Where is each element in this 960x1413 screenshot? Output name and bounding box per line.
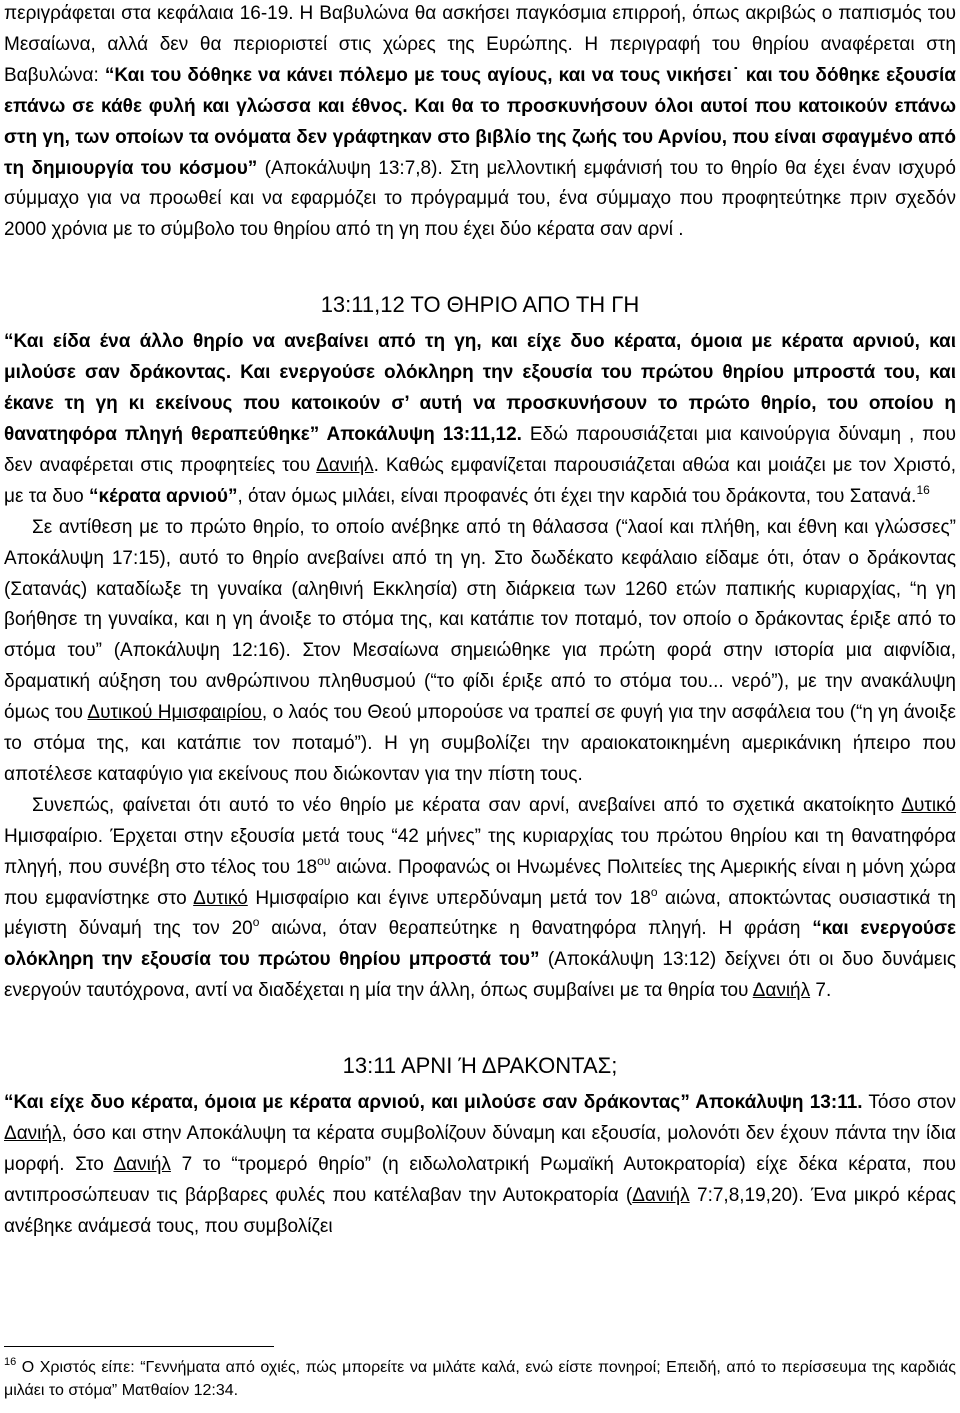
- text-run: περιγράφεται στα κεφάλαια 16-19. Η Βαβυλώνα θα ασκήσει παγκόσμια επιρροή, όπως ακριβώς ο παπισμός του Μεσαίωνα, αλλά δεν θα περιοριστεί στις χώρες της Ευρώπης. Η περιγραφή του θηρίου αναφέρεται στη Βαβυλώνα:: [4, 3, 956, 86]
- underlined-name: Δυτικού Ημισφαιρίου: [87, 702, 262, 724]
- text-run: Συνεπώς, φαίνεται ότι αυτό το νέο θηρίο με κέρατα σαν αρνί, ανεβαίνει από το σχετικά ακατοίκητο: [32, 794, 902, 816]
- bold-quote: “Και του δόθηκε να κάνει πόλεμο με τους αγίους, και να τους νικήσει˙ και του δόθηκε εξουσία επάνω σε κάθε φυλή και γλώσσα και έθνος. Και θα το προσκυνήσουν όλοι αυτοί που κατοικούν επάνω στη γη, των οποίων τα ονόματα δεν γράφτηκαν στο βιβλίο της ζωής του Αρνίου, που είναι σφαγμένο από τη δημιουργία του κόσμου”: [4, 64, 956, 179]
- text-run: 7.: [810, 980, 832, 1002]
- text-run: αιώνα. Προφανώς οι Ηνωμένες Πολιτείες της Αμερικής είναι η μόνη χώρα που εμφανίστηκε στο: [4, 856, 956, 909]
- underlined-name: Δυτικό: [193, 887, 248, 909]
- footnote-text: Ο Χριστός είπε: “Γεννήματα από οχιές, πώς μπορείτε να μιλάτε καλά, ενώ είστε πονηροί; Επειδή, από το περίσσευμα της καρδιάς μιλάει το στόμα” Ματθαίον 12:34.: [4, 1359, 956, 1399]
- document-page: [4, 0, 956, 1243]
- text-run: , όταν όμως μιλάει, είναι προφανές ότι έχει την καρδιά του δράκοντα, του Σατανά.: [237, 485, 917, 507]
- bold-quote: “Και είχε δυο κέρατα, όμοια με κέρατα αρνιού, και μιλούσε σαν δράκοντας” Αποκάλυψη 13:11.: [4, 1092, 863, 1114]
- underlined-name: Δανιήλ: [752, 980, 811, 1002]
- section-heading: 13:11,12 ΤΟ ΘΗΡΙΟ ΑΠΟ ΤΗ ΓΗ: [320, 292, 640, 318]
- text-run: (Αποκάλυψη 13:12) δείχνει ότι οι δυο δυνάμεις ενεργούν ταυτόχρονα, αντί να διαδέχεται η μία την άλλη, όπως συμβαίνει με τα θηρία του: [4, 949, 956, 1002]
- footnote-number: 16: [4, 1356, 17, 1368]
- superscript: ο: [650, 884, 658, 899]
- text-run: Ημισφαίριο. Έρχεται στην εξουσία μετά τους “42 μήνες” της κυριαρχίας του πρώτου θηρίου και τη θανατηφόρα πληγή, που συνέβη στο τέλος του 18: [4, 825, 956, 878]
- text-run: Σε αντίθεση με το πρώτο θηρίο, το οποίο ανέβηκε από τη θάλασσα (“λαοί και πλήθη, και έθνη και γλώσσες” Αποκάλυψη 17:15), αυτό το θηρίο ανεβαίνει από τη γη. Στο δωδέκατο κεφάλαιο είδαμε ότι, όταν ο δράκοντας (Σατανάς) καταδίωξε τη γυναίκα (αληθινή Εκκλησία) στη διάρκεια των 1260 ετών παπικής κυριαρχίας, “η γη βοήθησε τη γυναίκα, και η γη άνοιξε το στόμα της, και κατάπιε τον ποταμό, τον οποίο ο δράκοντας έριξε από το στόμα του” (Αποκάλυψη 12:16). Στον Μεσαίωνα σημειώθηκε για πρώτη φορά στην ιστορία μια αιφνίδια, δραματική αύξηση του ανθρώπινου πληθυσμού (“το φίδι έριξε από το στόμα του... νερό”), με την ανακάλυψη όμως του: [4, 516, 956, 724]
- text-run: Τόσο στον: [862, 1092, 956, 1114]
- underlined-name: Δυτικό: [901, 794, 956, 816]
- text-run: 7:7,8,19,20). Ένα μικρό κέρας ανέβηκε ανάμεσά τους, που συμβολίζει: [4, 1184, 956, 1237]
- superscript: ο: [252, 915, 260, 930]
- underlined-name: Δανιήλ: [113, 1154, 171, 1175]
- underlined-name: Δανιήλ: [316, 454, 374, 476]
- underlined-name: Δανιήλ: [632, 1184, 690, 1206]
- text-run: , όσο και στην Αποκάλυψη τα κέρατα συμβολίζουν δύναμη και εξουσία, μολονότι δεν έχουν πάντα την ίδια μορφή. Στο: [4, 1123, 956, 1175]
- text-run: , ο λαός του Θεού μπορούσε να τραπεί σε φυγή για την ασφάλεια του (“η γη άνοιξε το στόμα της, και κατάπιε τον ποταμό”). Η γη συμβολίζει την αραιοκατοικημένη αμερικάνικη ήπειρο που αποτέλεσε καταφύγιο για εκείνους που διώκονταν για την πίστη τους.: [4, 702, 956, 785]
- paragraph-usa: [4, 791, 956, 1007]
- section-heading: 13:11 ΑΡΝΙ Ή ΔΡΑΚΟΝΤΑΣ;: [342, 1053, 618, 1079]
- bold-quote: “και ενεργούσε ολόκληρη την εξουσία του πρώτου θηρίου μπροστά του”: [4, 918, 957, 971]
- text-run: αιώνα, όταν θεραπεύτηκε η θανατηφόρα πληγή. Η φράση: [259, 918, 813, 940]
- text-run: Εδώ παρουσιάζεται μια καινούργια δύναμη , που δεν αναφέρεται στις προφητείες του: [4, 423, 956, 476]
- footnote-separator: [4, 1346, 274, 1347]
- text-run: αιώνα, αποκτώντας ουσιαστικά τη μέγιστη δύναμή της τον 20: [4, 887, 956, 940]
- paragraph-beast-from-earth: [4, 327, 956, 512]
- bold-quote: “κέρατα αρνιού”: [89, 485, 238, 507]
- text-run: 7 το “τρομερό θηρίο” (η ειδωλολατρική Ρωμαϊκή Αυτοκρατορία) είχε δέκα κέρατα, που αντιπροσώπευαν τις βάρβαρες φυλές που κατέλαβαν την Αυτοκρατορία (: [4, 1154, 956, 1206]
- paragraph-babylon: [4, 0, 956, 246]
- text-run: . Καθώς εμφανίζεται παρουσιάζεται αθώα και μοιάζει με τον Χριστό, με τα δυο: [4, 454, 957, 507]
- superscript: ου: [317, 853, 331, 868]
- footnote-reference[interactable]: 16: [916, 482, 930, 497]
- underlined-name: Δανιήλ: [4, 1123, 62, 1145]
- bold-quote: “Και είδα ένα άλλο θηρίο να ανεβαίνει από τη γη, και είχε δυο κέρατα, όμοια με κέρατα αρνιού, και μιλούσε σαν δράκοντας. Και ενεργούσε ολόκληρη την εξουσία του πρώτου θηρίου μπροστά του, και έκανε τη γη κι εκείνους που κατοικούν σ’ αυτή να προσκυνήσουν το πρώτο θηρίο, του οποίου η θανατηφόρα πληγή θεραπεύθηκε” Αποκάλυψη 13:11,12.: [4, 331, 956, 445]
- text-run: Ημισφαίριο και έγινε υπερδύναμη μετά τον 18: [247, 887, 651, 909]
- paragraph-lamb-or-dragon: [4, 1088, 956, 1243]
- footnote: [4, 1356, 956, 1402]
- paragraph-contrast: [4, 513, 956, 791]
- text-run: (Αποκάλυψη 13:7,8). Στη μελλοντική εμφάνισή του το θηρίο θα έχει έναν ισχυρό σύμμαχο για να προωθεί και να εφαρμόζει το πρόγραμμά του, ένα σύμμαχο που προφητεύτηκε πριν σχεδόν 2000 χρόνια με το σύμβολο του θηρίου από τη γη που έχει δύο κέρατα σαν αρνί .: [4, 157, 956, 241]
